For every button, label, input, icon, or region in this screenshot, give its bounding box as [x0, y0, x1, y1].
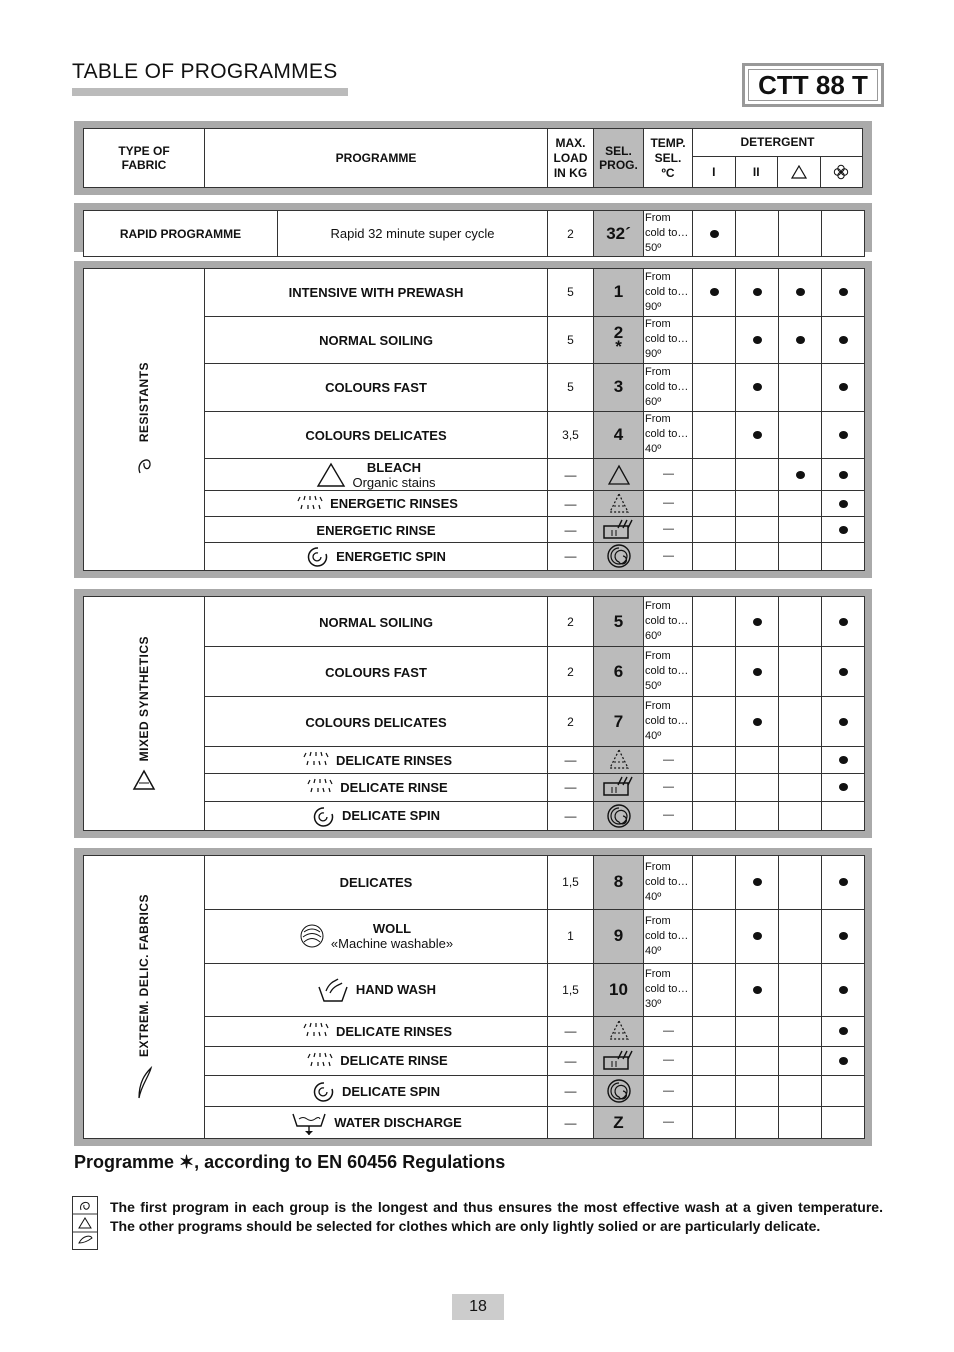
detergent-cell: [693, 801, 736, 830]
group-panel-resistants: [74, 261, 872, 578]
programme-label: INTENSIVE WITH PREWASH: [288, 285, 464, 301]
temperature: —: [644, 1046, 693, 1075]
detergent-cell: [736, 647, 779, 697]
selector-position: 6: [594, 647, 644, 697]
programme-label: DELICATE SPIN: [342, 1083, 440, 1099]
table-row: [84, 856, 865, 910]
programme-name: [205, 801, 548, 830]
temperature: —: [644, 801, 693, 830]
fabric-group-name: EXTREM. DELIC. FABRICS: [137, 894, 151, 1058]
max-load: —: [548, 774, 594, 801]
dot-icon: [839, 718, 848, 726]
rapid-programme: Rapid 32 minute super cycle: [278, 211, 548, 257]
detergent-cell: [693, 517, 736, 543]
detergent-cell: [779, 856, 822, 910]
max-load: 1,5: [548, 963, 594, 1017]
dot-icon: [710, 230, 719, 238]
dot-icon: [753, 932, 762, 940]
max-load: 1: [548, 909, 594, 963]
table-row: [84, 269, 865, 317]
detergent-cell: [736, 316, 779, 364]
detergent-cell: [822, 747, 865, 774]
selector-position: [594, 1017, 644, 1046]
detergent-cell: [693, 269, 736, 317]
detergent-cell: [736, 491, 779, 517]
max-load: 5: [548, 316, 594, 364]
programme-name: [205, 542, 548, 570]
detergent-cell: [822, 963, 865, 1017]
detergent-cell: [693, 647, 736, 697]
fabric-group-label: [84, 269, 205, 571]
detergent-cell: [779, 517, 822, 543]
detergent-cell: [779, 1107, 822, 1139]
programme-label: DELICATE SPIN: [342, 808, 440, 824]
detergent-cell: [693, 1046, 736, 1075]
selector-position: Z: [594, 1107, 644, 1139]
detergent-cell: [693, 856, 736, 910]
detergent-cell: [693, 316, 736, 364]
detergent-cell: [779, 597, 822, 647]
detergent-cell: [693, 491, 736, 517]
programme-label: BLEACH: [366, 459, 422, 475]
selector-position: 9: [594, 909, 644, 963]
detergent-cell: [822, 542, 865, 570]
temperature: —: [644, 459, 693, 491]
programme-label: DELICATE RINSES: [335, 1023, 453, 1039]
detergent-cell: [822, 459, 865, 491]
max-load: 3,5: [548, 411, 594, 459]
dot-icon: [753, 336, 762, 344]
rapid-fabric: RAPID PROGRAMME: [84, 211, 278, 257]
detergent-cell: [779, 269, 822, 317]
temperature: —: [644, 1075, 693, 1107]
selector-position: 4: [594, 411, 644, 459]
detergent-cell: [822, 1107, 865, 1139]
detergent-cell: [693, 364, 736, 412]
programme-label: DELICATE RINSE: [340, 1053, 448, 1069]
detergent-cell: [779, 697, 822, 747]
col-sel: SEL. PROG.: [594, 129, 644, 188]
dot-icon: [753, 878, 762, 886]
detergent-cell: [693, 909, 736, 963]
col-temp: TEMP. SEL. ºC: [644, 129, 693, 188]
group-panel-synthetics: [74, 589, 872, 838]
selector-position: [594, 459, 644, 491]
programme-label: NORMAL SOILING: [319, 332, 433, 348]
detergent-cell: [693, 1107, 736, 1139]
dot-icon: [796, 336, 805, 344]
rinse-icon: [304, 1051, 334, 1071]
max-load: 2: [548, 697, 594, 747]
detergent-cell: [736, 697, 779, 747]
feather-icon: [133, 1066, 155, 1100]
col-load: MAX. LOAD IN KG: [548, 129, 594, 188]
spin-icon: [306, 545, 330, 567]
group-table: [83, 268, 865, 571]
selector-position: 1: [594, 269, 644, 317]
detergent-cell: [822, 597, 865, 647]
header-panel: [74, 121, 872, 195]
detergent-cell: [822, 801, 865, 830]
col-programme: PROGRAMME: [205, 129, 548, 188]
cotton-icon: [132, 451, 156, 477]
detergent-cell: [693, 597, 736, 647]
detergent-cell: [779, 459, 822, 491]
temperature: From cold to…90º: [644, 316, 693, 364]
group-table: [83, 855, 865, 1139]
programme-sublabel: «Machine washable»: [330, 936, 454, 952]
dot-icon: [839, 1027, 848, 1035]
dot-icon: [839, 383, 848, 391]
detergent-cell: [779, 647, 822, 697]
detergent-cell: [693, 697, 736, 747]
detergent-cell: [822, 411, 865, 459]
dot-icon: [796, 471, 805, 479]
dot-icon: [753, 668, 762, 676]
programme-label: WOLL: [372, 921, 412, 937]
selector-position: [594, 747, 644, 774]
selector-position: [594, 542, 644, 570]
programme-label: DELICATES: [339, 875, 413, 891]
detergent-cell: [822, 1075, 865, 1107]
programme-label: ENERGETIC RINSES: [330, 496, 458, 512]
rapid-sel: 32´: [594, 211, 644, 257]
programme-label: COLOURS DELICATES: [305, 714, 447, 730]
programme-label: ENERGETIC RINSE: [316, 522, 436, 538]
detergent-cell: [736, 269, 779, 317]
detergent-cell: [736, 909, 779, 963]
rapid-table: [83, 210, 865, 257]
detergent-cell: [736, 411, 779, 459]
detergent-cell: [779, 801, 822, 830]
programme-label: DELICATE RINSE: [340, 779, 448, 795]
detergent-cell: [822, 697, 865, 747]
rinse-icon: [300, 750, 330, 770]
rapid-det-iii: [779, 211, 822, 257]
detergent-cell: [822, 647, 865, 697]
col-det-i: I: [693, 156, 736, 187]
dot-icon: [839, 756, 848, 764]
discharge-icon: [290, 1110, 328, 1136]
model-label: CTT 88 T: [748, 69, 878, 101]
temperature: —: [644, 542, 693, 570]
detergent-cell: [779, 491, 822, 517]
header-table: [83, 128, 863, 188]
dot-icon: [753, 718, 762, 726]
programme-name: [205, 963, 548, 1017]
selector-position: [594, 491, 644, 517]
max-load: —: [548, 801, 594, 830]
page-number: 18: [452, 1294, 504, 1320]
temperature: —: [644, 491, 693, 517]
selector-position: 10: [594, 963, 644, 1017]
max-load: —: [548, 542, 594, 570]
dot-icon: [753, 986, 762, 994]
dot-icon: [839, 288, 848, 296]
programme-name: [205, 909, 548, 963]
detergent-cell: [822, 909, 865, 963]
programme-name: [205, 411, 548, 459]
programme-name: [205, 647, 548, 697]
detergent-cell: [736, 597, 779, 647]
triangle-icon: [316, 462, 346, 488]
max-load: —: [548, 459, 594, 491]
selector-position: 3: [594, 364, 644, 412]
max-load: 5: [548, 364, 594, 412]
max-load: —: [548, 491, 594, 517]
programme-name: [205, 459, 548, 491]
programme-name: [205, 491, 548, 517]
table-row: [84, 597, 865, 647]
model-badge: [742, 63, 884, 107]
detergent-cell: [693, 1017, 736, 1046]
max-load: —: [548, 1075, 594, 1107]
rinse-icon: [294, 494, 324, 514]
col-detergent: DETERGENT: [693, 129, 863, 157]
dot-icon: [839, 1057, 848, 1065]
dot-icon: [753, 288, 762, 296]
dot-icon: [796, 288, 805, 296]
temperature: —: [644, 747, 693, 774]
programme-name: [205, 316, 548, 364]
detergent-cell: [822, 364, 865, 412]
col-det-ii: II: [735, 156, 778, 187]
detergent-cell: [779, 963, 822, 1017]
group-table: [83, 596, 865, 831]
rinse-icon: [304, 777, 334, 797]
max-load: 2: [548, 647, 594, 697]
temperature: —: [644, 1107, 693, 1139]
programme-name: [205, 774, 548, 801]
selector-position: 8: [594, 856, 644, 910]
temperature: —: [644, 517, 693, 543]
dot-icon: [839, 783, 848, 791]
detergent-cell: [779, 364, 822, 412]
detergent-cell: [779, 542, 822, 570]
detergent-cell: [736, 774, 779, 801]
programme-name: [205, 269, 548, 317]
fabric-group-name: MIXED SYNTHETICS: [137, 635, 151, 762]
rapid-temp: From cold to…50º: [644, 211, 693, 257]
max-load: 2: [548, 597, 594, 647]
programme-name: [205, 1107, 548, 1139]
spin-icon: [312, 805, 336, 827]
group-panel-delicate: [74, 848, 872, 1146]
detergent-cell: [736, 1046, 779, 1075]
detergent-cell: [822, 517, 865, 543]
dot-icon: [753, 618, 762, 626]
programme-label: ENERGETIC SPIN: [336, 548, 446, 564]
programme-name: [205, 517, 548, 543]
programme-label: COLOURS DELICATES: [305, 428, 447, 443]
detergent-cell: [779, 909, 822, 963]
dot-icon: [839, 618, 848, 626]
detergent-cell: [779, 1075, 822, 1107]
max-load: —: [548, 517, 594, 543]
detergent-cell: [822, 1046, 865, 1075]
detergent-cell: [822, 491, 865, 517]
temperature: From cold to…40º: [644, 411, 693, 459]
detergent-cell: [822, 774, 865, 801]
max-load: —: [548, 1107, 594, 1139]
programme-label: COLOURS FAST: [325, 380, 427, 396]
max-load: —: [548, 747, 594, 774]
max-load: 1,5: [548, 856, 594, 910]
selector-position: [594, 1046, 644, 1075]
detergent-cell: [779, 316, 822, 364]
fabric-icons-legend: [72, 1196, 98, 1250]
detergent-cell: [693, 747, 736, 774]
dot-icon: [839, 986, 848, 994]
programme-name: [205, 1046, 548, 1075]
selector-position: [594, 774, 644, 801]
programme-name: [205, 364, 548, 412]
programme-label: DELICATE RINSES: [335, 752, 453, 768]
temperature: From cold to…60º: [644, 597, 693, 647]
programme-label: NORMAL SOILING: [319, 614, 433, 630]
programme-name: [205, 697, 548, 747]
selector-position: [594, 1075, 644, 1107]
programme-name: [205, 1017, 548, 1046]
max-load: —: [548, 1046, 594, 1075]
detergent-cell: [779, 1017, 822, 1046]
selector-position: 7: [594, 697, 644, 747]
selector-position: [594, 517, 644, 543]
dot-icon: [839, 500, 848, 508]
programme-name: [205, 747, 548, 774]
detergent-cell: [693, 411, 736, 459]
fabric-symbols-icon: [73, 1197, 97, 1249]
temperature: From cold to…40º: [644, 909, 693, 963]
temperature: From cold to…40º: [644, 697, 693, 747]
temperature: —: [644, 1017, 693, 1046]
temperature: From cold to…90º: [644, 269, 693, 317]
programme-label: HAND WASH: [355, 982, 437, 998]
detergent-cell: [736, 1075, 779, 1107]
handwash-icon: [316, 977, 350, 1003]
detergent-cell: [736, 747, 779, 774]
detergent-cell: [736, 801, 779, 830]
max-load: —: [548, 1017, 594, 1046]
detergent-cell: [736, 1017, 779, 1046]
rapid-load: 2: [548, 211, 594, 257]
detergent-cell: [693, 963, 736, 1017]
programme-name: [205, 597, 548, 647]
fabric-group-label: [84, 856, 205, 1139]
dot-icon: [839, 336, 848, 344]
detergent-cell: [736, 459, 779, 491]
detergent-cell: [822, 269, 865, 317]
programme-name: [205, 856, 548, 910]
dot-icon: [839, 471, 848, 479]
dot-icon: [710, 288, 719, 296]
temperature: From cold to…40º: [644, 856, 693, 910]
regulation-note: Programme ✶, according to EN 60456 Regulations: [74, 1152, 506, 1172]
dot-icon: [839, 431, 848, 439]
selector-position: [594, 801, 644, 830]
temperature: —: [644, 774, 693, 801]
detergent-cell: [779, 774, 822, 801]
temperature: From cold to…50º: [644, 647, 693, 697]
detergent-cell: [822, 316, 865, 364]
dot-icon: [839, 526, 848, 534]
programme-name: [205, 1075, 548, 1107]
detergent-cell: [736, 856, 779, 910]
dot-icon: [839, 668, 848, 676]
rapid-det-iv: [822, 211, 865, 257]
detergent-cell: [693, 542, 736, 570]
page-title: TABLE OF PROGRAMMES: [72, 60, 338, 83]
title-underline: [72, 88, 348, 96]
rapid-det-ii: [736, 211, 779, 257]
temperature: From cold to…30º: [644, 963, 693, 1017]
programme-label: COLOURS FAST: [325, 664, 427, 680]
selector-position: 5: [594, 597, 644, 647]
bleach-triangle-icon: [778, 156, 821, 187]
detergent-cell: [736, 364, 779, 412]
wool-icon: [299, 923, 325, 949]
fabric-group-name: RESISTANTS: [137, 362, 151, 443]
dot-icon: [839, 932, 848, 940]
programme-sublabel: Organic stains: [352, 474, 436, 490]
spin-icon: [312, 1080, 336, 1102]
detergent-cell: [736, 963, 779, 1017]
detergent-cell: [736, 517, 779, 543]
dot-icon: [753, 431, 762, 439]
programme-label: WATER DISCHARGE: [334, 1115, 462, 1131]
detergent-cell: [822, 1017, 865, 1046]
temperature: From cold to…60º: [644, 364, 693, 412]
rapid-det-i: [693, 211, 736, 257]
fabric-group-label: [84, 597, 205, 831]
softener-flower-icon: [820, 156, 863, 187]
info-paragraph: The first program in each group is the longest and thus ensures the most effective wash at a given temperature. The other programs should be selected for clothes which are only lightly solied or are particularly delicate.: [110, 1199, 883, 1234]
detergent-cell: [779, 747, 822, 774]
detergent-cell: [779, 1046, 822, 1075]
rapid-panel: [74, 203, 872, 252]
detergent-cell: [693, 459, 736, 491]
detergent-cell: [822, 856, 865, 910]
selector-position: 2 *: [594, 316, 644, 364]
col-fabric: TYPE OF FABRIC: [84, 129, 205, 188]
synthetics-icon: [132, 769, 156, 791]
dot-icon: [839, 878, 848, 886]
rinse-icon: [300, 1021, 330, 1041]
detergent-cell: [736, 542, 779, 570]
detergent-cell: [693, 1075, 736, 1107]
dot-icon: [753, 383, 762, 391]
detergent-cell: [779, 411, 822, 459]
detergent-cell: [736, 1107, 779, 1139]
max-load: 5: [548, 269, 594, 317]
detergent-cell: [693, 774, 736, 801]
